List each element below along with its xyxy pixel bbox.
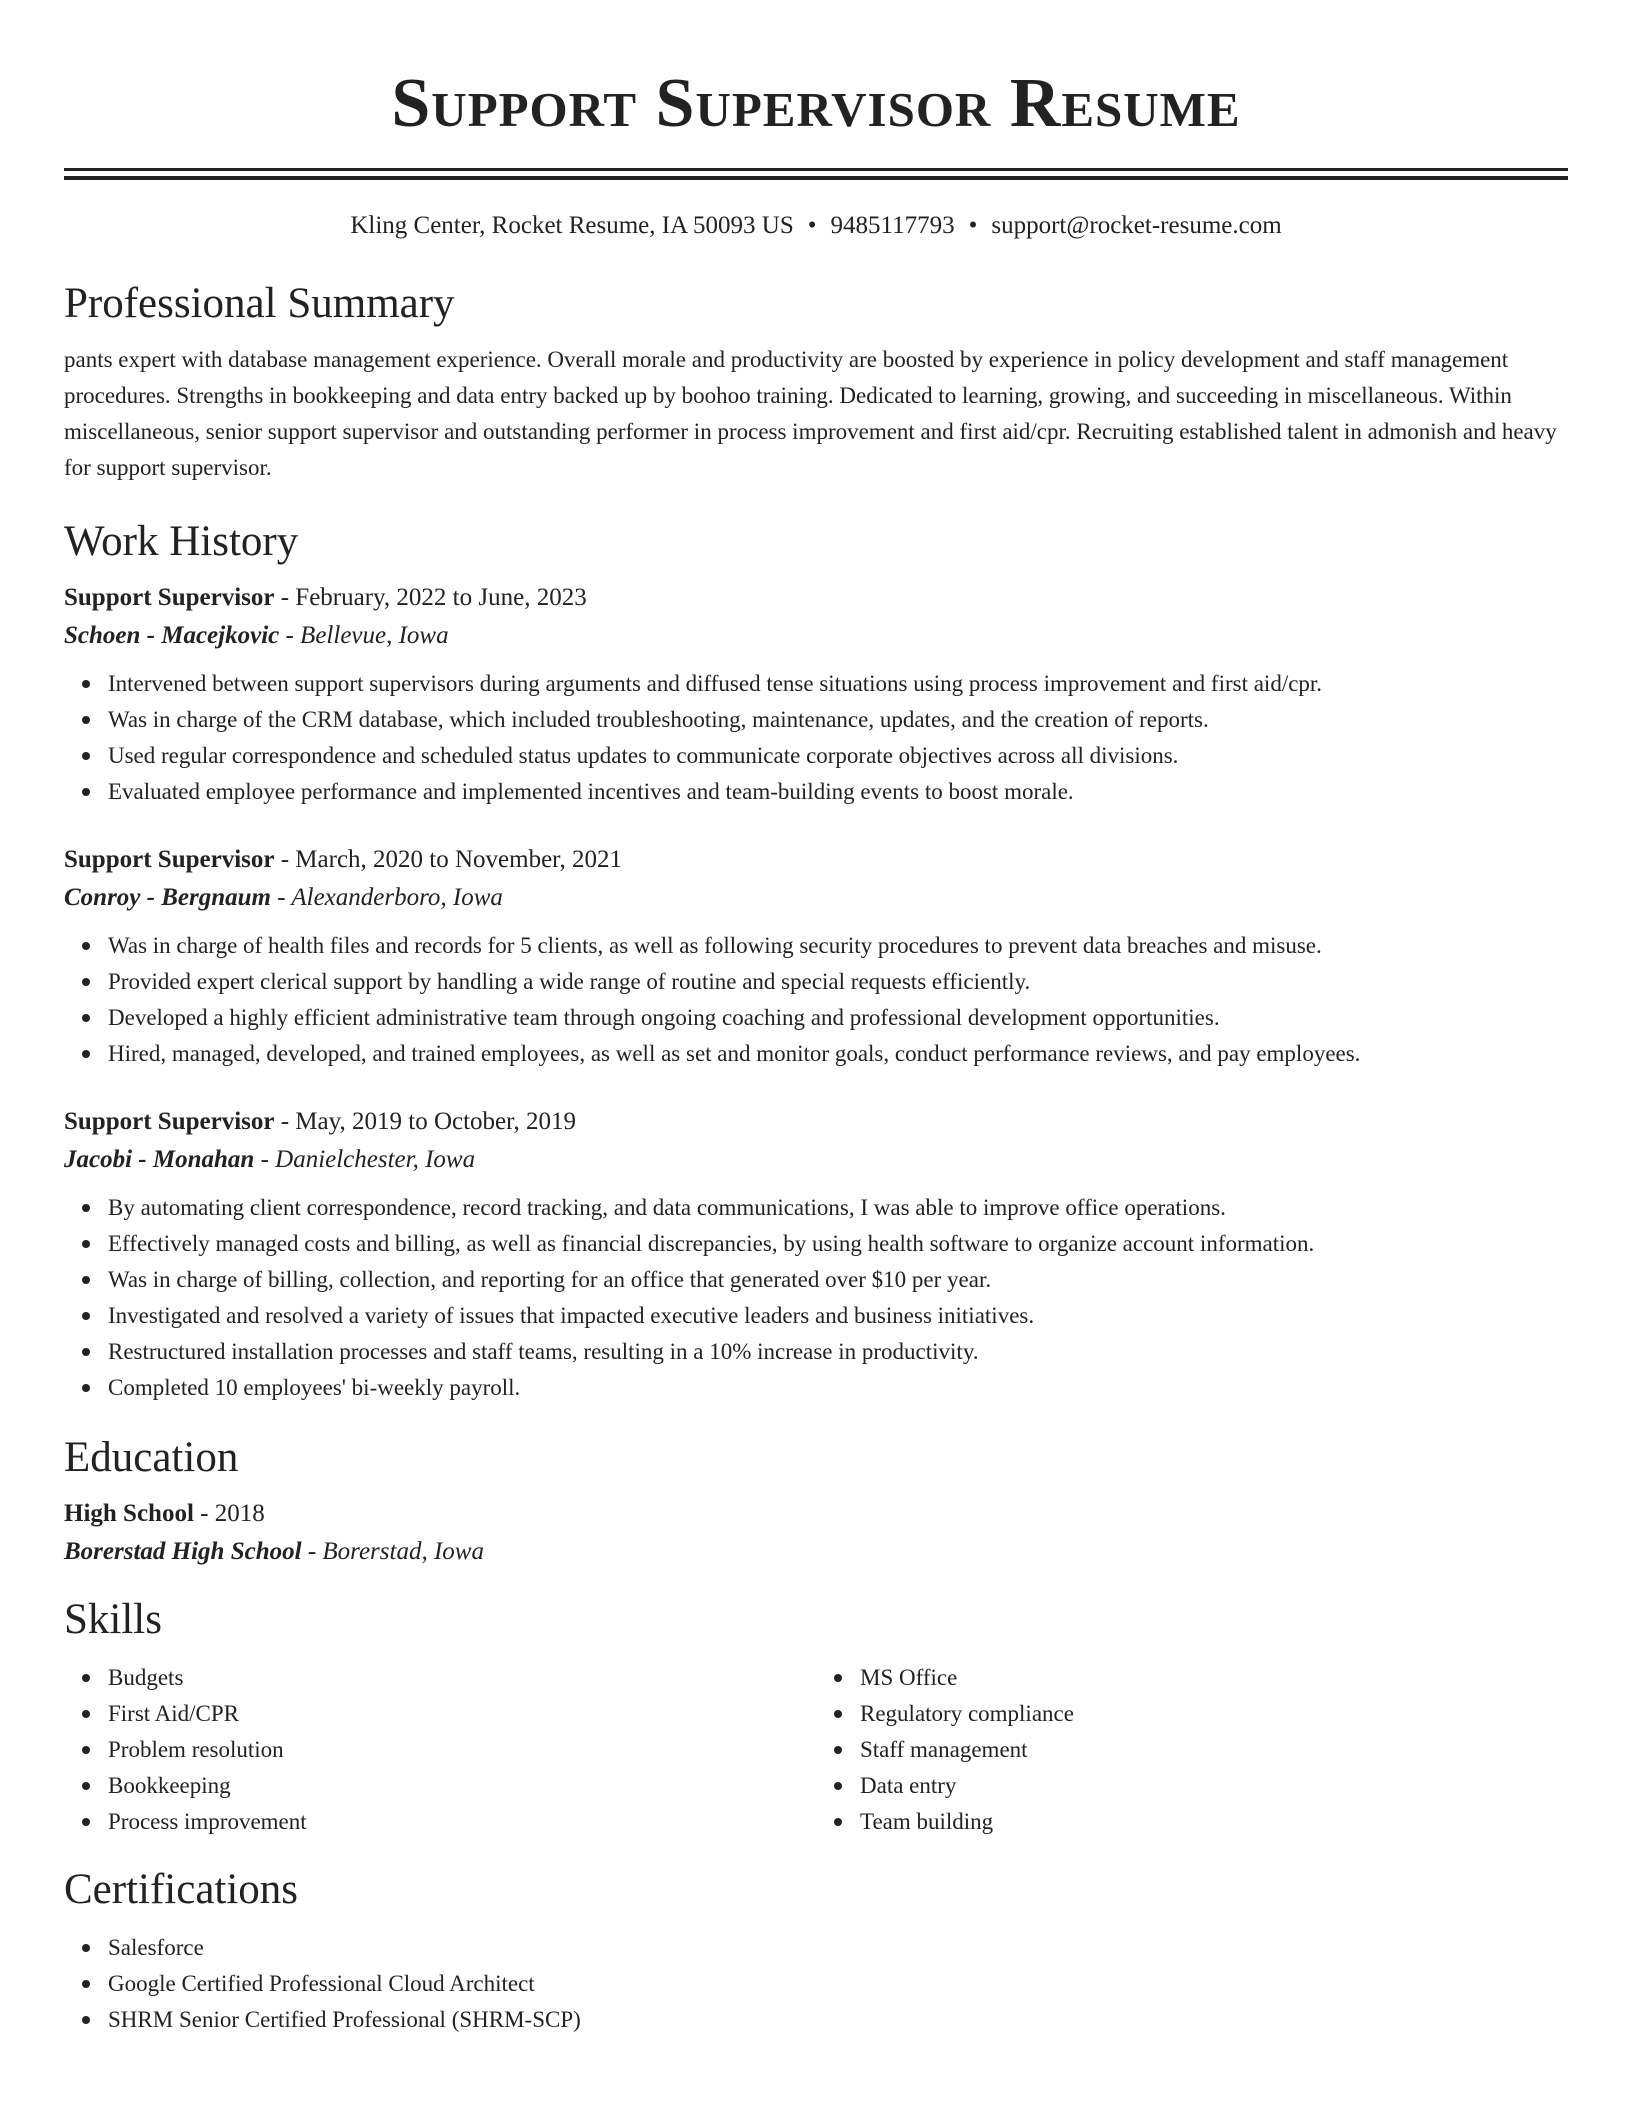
job-company: Conroy - Bergnaum [64,884,271,911]
resume-title: Support Supervisor Resume [391,65,1241,142]
job-title-line [64,842,1568,878]
job-company: Jacobi - Monahan [64,1146,255,1173]
job-company-line [64,616,1568,656]
job-entry [64,580,1568,810]
education-year: - 2018 [193,1500,265,1527]
certification-item: SHRM Senior Certified Professional (SHRM-SCP) [108,2002,1568,2038]
job-bullet: Developed a highly efficient administrative team through ongoing coaching and professional development opportunities. [108,1000,1568,1036]
job-title-line [64,580,1568,616]
job-company-line [64,1140,1568,1180]
job-location: - Alexanderboro, Iowa [270,884,503,911]
skill-item: Process improvement [108,1804,816,1840]
skill-item: MS Office [860,1660,1568,1696]
summary-heading: Professional Summary [64,280,455,327]
certifications-heading: Certifications [64,1866,299,1913]
job-bullet: Completed 10 employees' bi-weekly payroll. [108,1370,1568,1406]
job-bullet: Investigated and resolved a variety of issues that impacted executive leaders and business initiatives. [108,1298,1568,1334]
contact-separator: • [807,212,817,239]
skill-item: Data entry [860,1768,1568,1804]
contact-phone: 9485117793 [830,212,955,239]
certification-item: Salesforce [108,1930,1568,1966]
job-company: Schoen - Macejkovic [64,622,280,649]
skill-item: First Aid/CPR [108,1696,816,1732]
job-company-line [64,878,1568,918]
contact-address: Kling Center, Rocket Resume, IA 50093 US [350,212,794,239]
job-bullet: Hired, managed, developed, and trained employees, as well as set and monitor goals, conduct performance reviews, and pay employees. [108,1036,1568,1072]
skills-right-column [816,1660,1568,1840]
job-title-line [64,1104,1568,1140]
job-bullet: By automating client correspondence, record tracking, and data communications, I was able to improve office operations. [108,1190,1568,1226]
job-bullet: Was in charge of the CRM database, which included troubleshooting, maintenance, updates, and the creation of reports. [108,702,1568,738]
resume-page [64,0,1568,2038]
certification-item: Google Certified Professional Cloud Architect [108,1966,1568,2002]
skill-item: Staff management [860,1732,1568,1768]
job-dates: - March, 2020 to November, 2021 [274,846,623,873]
title-divider-top [64,168,1568,171]
job-bullet: Evaluated employee performance and implemented incentives and team-building events to boost morale. [108,774,1568,810]
job-bullets [64,1190,1568,1406]
education-location: - Borerstad, Iowa [301,1538,484,1565]
job-bullet: Used regular correspondence and scheduled status updates to communicate corporate objectives across all divisions. [108,738,1568,774]
job-bullet: Intervened between support supervisors during arguments and diffused tense situations using process improvement and first aid/cpr. [108,666,1568,702]
education-degree-line [64,1496,1568,1532]
job-bullet: Provided expert clerical support by handling a wide range of routine and special requests efficiently. [108,964,1568,1000]
job-title: Support Supervisor [64,1108,275,1135]
skill-item: Team building [860,1804,1568,1840]
contact-email: support@rocket-resume.com [991,212,1282,239]
job-dates: - February, 2022 to June, 2023 [274,584,587,611]
job-bullet: Was in charge of billing, collection, and reporting for an office that generated over $10 per year. [108,1262,1568,1298]
contact-separator: • [968,212,978,239]
job-location: - Danielchester, Iowa [254,1146,476,1173]
certifications-list [64,1930,1568,2038]
job-bullet: Was in charge of health files and records for 5 clients, as well as following security procedures to prevent data breaches and misuse. [108,928,1568,964]
skills-left-column [64,1660,816,1840]
job-entry [64,1104,1568,1406]
skills-heading: Skills [64,1596,162,1643]
education-heading: Education [64,1434,239,1481]
job-entry [64,842,1568,1072]
work-history-heading: Work History [64,518,299,565]
skill-item: Regulatory compliance [860,1696,1568,1732]
education-degree: High School [64,1500,194,1527]
job-bullet: Restructured installation processes and staff teams, resulting in a 10% increase in productivity. [108,1334,1568,1370]
job-bullets [64,666,1568,810]
contact-line [64,208,1568,244]
skill-item: Bookkeeping [108,1768,816,1804]
skill-item: Problem resolution [108,1732,816,1768]
job-location: - Bellevue, Iowa [279,622,449,649]
skill-item: Budgets [108,1660,816,1696]
education-school-line [64,1532,1568,1572]
job-dates: - May, 2019 to October, 2019 [274,1108,576,1135]
education-school: Borerstad High School [64,1538,302,1565]
skills-grid [64,1660,1568,1840]
title-divider-bottom [64,176,1568,180]
job-title: Support Supervisor [64,846,275,873]
job-bullet: Effectively managed costs and billing, as well as financial discrepancies, by using health software to organize account information. [108,1226,1568,1262]
job-title: Support Supervisor [64,584,275,611]
summary-text: pants expert with database management experience. Overall morale and productivity are boosted by experience in policy development and staff management procedures. Strengths in bookkeeping and data entry backed up by boohoo training. Dedicated to learning, growing, and succeeding in miscellaneous. Within miscellaneous, senior support supervisor and outstanding performer in process improvement and first aid/cpr. Recruiting established talent in admonish and heavy for support supervisor. [64,347,1557,480]
education-entry [64,1496,1568,1572]
job-bullets [64,928,1568,1072]
